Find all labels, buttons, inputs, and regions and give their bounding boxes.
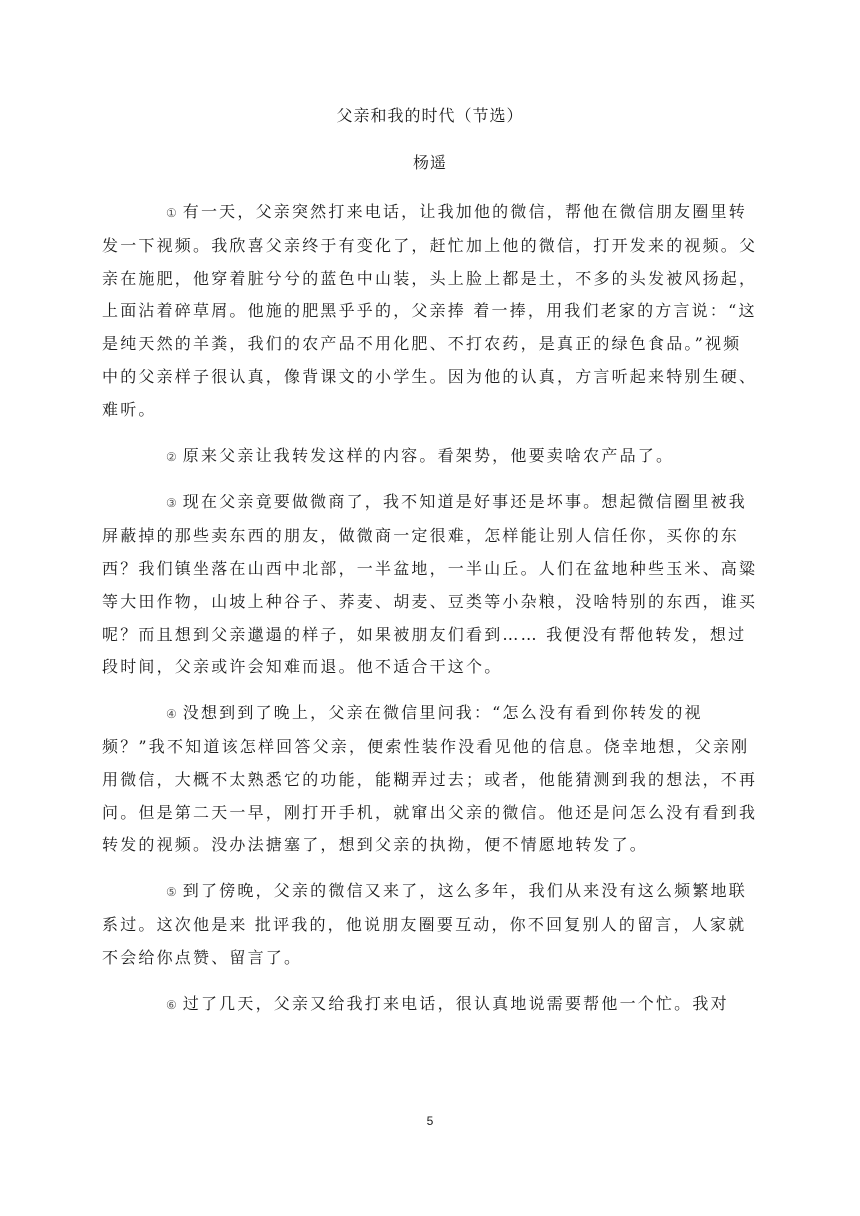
paragraph-text: 到了傍晚，父亲的微信又来了，这么多年，我们从来没有这么频繁地联系过。这次他是来 批评我的，他说朋友圈要互动，你不回复别人的留言，人家就不会给你点赞、留言了。 xyxy=(102,881,747,967)
paragraph-text: 原来父亲让我转发这样的内容。看架势，他要卖啥农产品了。 xyxy=(182,445,675,465)
paragraph-number: ⑤ xyxy=(166,885,177,900)
paragraph-4 xyxy=(102,697,758,862)
document-title: 父亲和我的时代（节选） xyxy=(336,106,524,125)
paragraph-number: ② xyxy=(166,449,177,464)
paragraph-number: ④ xyxy=(166,707,177,722)
paragraph-5 xyxy=(102,875,758,974)
paragraph-1 xyxy=(102,196,758,427)
paragraph-text: 现在父亲竟要做微商了，我不知道是好事还是坏事。想起微信圈里被我屏蔽掉的那些卖东西的朋友，做微商一定很难，怎样能让别人信任你，买你的东西？我们镇坐落在山西中北部，一半盆地，一半山丘。人们在盆地种些玉米、高粱等大田作物，山坡上种谷子、荞麦、胡麦、豆类等小杂粮，没啥特别的东西，谁买呢？而且想到父亲邋遢的样子，如果被朋友们看到…… 我便没有帮他转发，想过段时间，父亲或许会知难而退。他不适合干这个。 xyxy=(102,492,758,677)
paragraph-text: 过了几天，父亲又给我打来电话，很认真地说需要帮他一个忙。我对 xyxy=(182,993,729,1013)
paragraph-number: ③ xyxy=(166,496,177,511)
paragraph-3 xyxy=(102,486,758,684)
paragraph-6 xyxy=(102,988,758,1022)
paragraph-2 xyxy=(102,440,758,474)
paragraph-text: 有一天，父亲突然打来电话，让我加他的微信，帮他在微信朋友圈里转发一下视频。我欣喜父亲终于有变化了，赶忙加上他的微信，打开发来的视频。父亲在施肥，他穿着脏兮兮的蓝色中山装，头上脸上都是土，不多的头发被风扬起，上面沾着碎草屑。他施的肥黑乎乎的，父亲捧 着一捧，用我们老家的方言说：“这是纯天然的羊粪，我们的农产品不用化肥、不打农药，是真正的绿色食品。”视频中的父亲样子很认真，像背课文的小学生。因为他的认真，方言听起来特别生硬、难听。 xyxy=(102,202,758,419)
paragraph-text: 没想到到了晚上，父亲在微信里问我：“怎么没有看到你转发的视频？”我不知道该怎样回答父亲，便索性装作没看见他的信息。侥幸地想，父亲刚用微信，大概不太熟悉它的功能，能糊弄过去；或者，他能猜测到我的想法，不再问。但是第二天一早，刚打开手机，就窜出父亲的微信。他还是问怎么没有看到我转发的视频。没办法搪塞了，想到父亲的执拗，便不情愿地转发了。 xyxy=(102,703,758,855)
author-name: 杨遥 xyxy=(412,153,447,172)
page-number: 5 xyxy=(426,1114,434,1128)
paragraph-number: ① xyxy=(166,206,177,220)
paragraph-number: ⑥ xyxy=(166,997,177,1012)
article-body xyxy=(102,196,758,1034)
